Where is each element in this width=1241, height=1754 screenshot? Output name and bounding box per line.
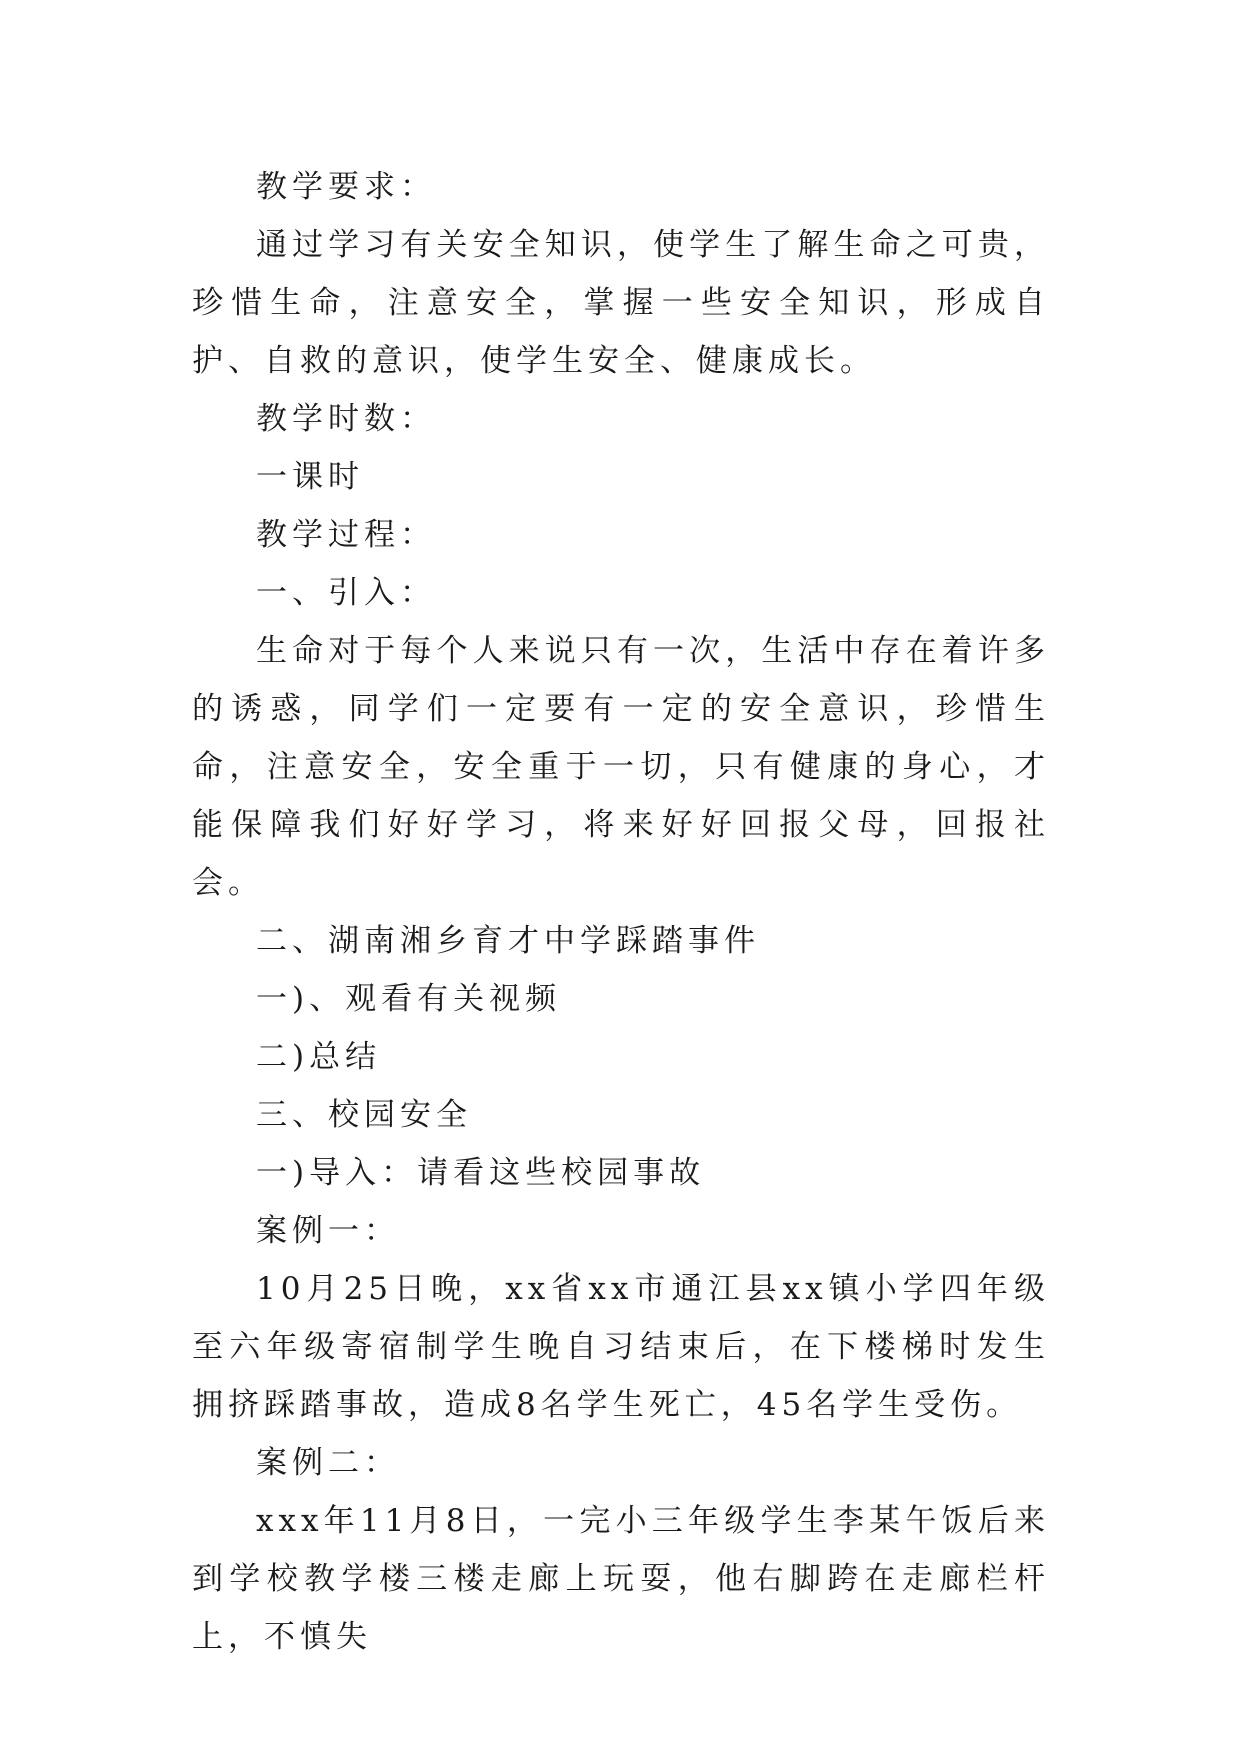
section-stampede-event: 二、湖南湘乡育才中学踩踏事件 bbox=[256, 923, 760, 959]
section-introduction: 一、引入： bbox=[256, 575, 436, 611]
paragraph-requirements-body: 通过学习有关安全知识，使学生了解生命之可贵，珍惜生命，注意安全，掌握一些安全知识，形成自护、自救的意识，使学生安全、健康成长。 bbox=[192, 227, 1050, 379]
subsection-summary: 二)总结 bbox=[256, 1039, 382, 1075]
document-page bbox=[192, 158, 1050, 1666]
subsection-lead-in: 一)导入：请看这些校园事故 bbox=[256, 1155, 706, 1191]
heading-teaching-requirements: 教学要求： bbox=[256, 169, 436, 205]
heading-teaching-process: 教学过程： bbox=[256, 517, 436, 553]
section-campus-safety: 三、校园安全 bbox=[256, 1097, 472, 1133]
case-one-heading: 案例一： bbox=[256, 1213, 400, 1249]
case-two-heading: 案例二： bbox=[256, 1445, 400, 1481]
paragraph-hours-body: 一课时 bbox=[256, 459, 364, 495]
case-two-body: xxx年11月8日，一完小三年级学生李某午饭后来到学校教学楼三楼走廊上玩耍，他右脚跨在走廊栏杆上，不慎失 bbox=[192, 1503, 1050, 1655]
case-one-body: 10月25日晚，xx省xx市通江县xx镇小学四年级至六年级寄宿制学生晚自习结束后，在下楼梯时发生拥挤踩踏事故，造成8名学生死亡，45名学生受伤。 bbox=[192, 1271, 1050, 1423]
heading-teaching-hours: 教学时数： bbox=[256, 401, 436, 437]
paragraph-introduction-body: 生命对于每个人来说只有一次，生活中存在着许多的诱惑，同学们一定要有一定的安全意识，珍惜生命，注意安全，安全重于一切，只有健康的身心，才能保障我们好好学习，将来好好回报父母，回报社会。 bbox=[192, 633, 1050, 901]
subsection-watch-video: 一)、观看有关视频 bbox=[256, 981, 562, 1017]
